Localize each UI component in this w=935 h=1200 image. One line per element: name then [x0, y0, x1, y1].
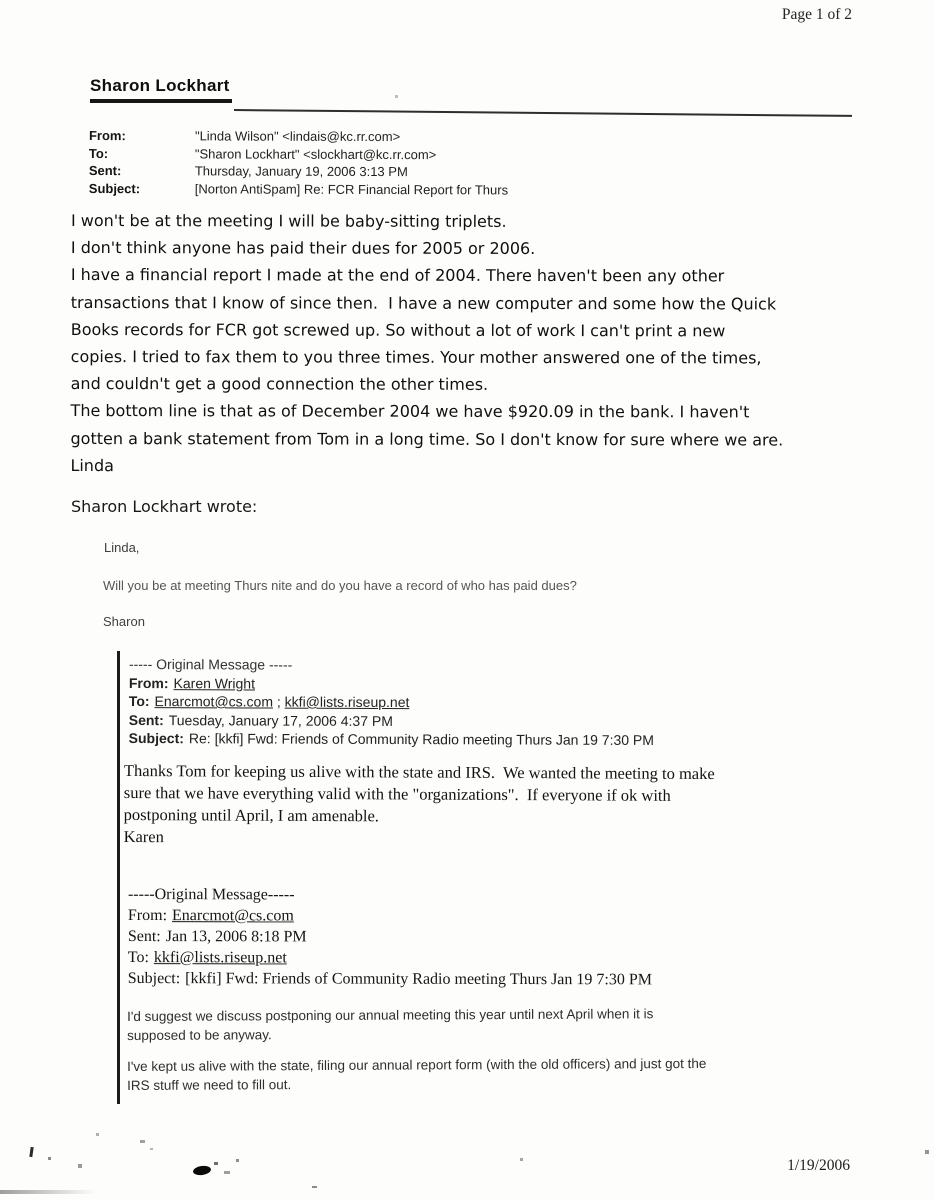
- footer-date: 1/19/2006: [787, 1157, 850, 1174]
- om1-to-row: [129, 692, 654, 713]
- om2-from-row: [128, 905, 652, 927]
- header-value-from: "Linda Wilson" <lindais@kc.rr.com>: [194, 128, 401, 145]
- scan-artifact: [48, 1157, 51, 1160]
- om2-subject-label: Subject:: [127, 969, 181, 988]
- om2-sent-row: [128, 926, 652, 948]
- scan-artifact-streak: [0, 1190, 96, 1194]
- scan-artifact: [224, 1171, 230, 1174]
- scan-artifact: [140, 1140, 145, 1143]
- scan-artifact: [520, 1158, 523, 1161]
- scan-artifact: [214, 1162, 218, 1165]
- quoted-question: Will you be at meeting Thurs nite and do you have a record of who has paid dues?: [103, 578, 577, 593]
- email-body-text: I won't be at the meeting I will be baby-sitting triplets. I don't think anyone has paid their dues for 2005 or 2006. I have a financial report I made at the end of 2004. There haven't been any other transactions that I know of since then. I have a new computer and some how the Quick Books records for FCR got screwed up. So without a lot of work I can't print a new copies. I tried to fax them to you three times. Your mother answered one of the times, and couldn't get a good connection the other times. The bottom line is that as of December 2004 we have $920.09 in the bank. I haven't gotten a bank statement from Tom in a long time. So I don't know for sure where we are. Linda: [70, 210, 784, 475]
- header-label-sent: Sent:: [88, 163, 122, 179]
- om1-to-separator: ;: [272, 693, 285, 710]
- om1-subject-label: Subject:: [128, 729, 184, 747]
- header-row-to: [89, 145, 508, 164]
- karen-message-text: Thanks Tom for keeping us alive with the state and IRS. We wanted the meeting to make sure that we have everything valid with the "organizations". If everyone if ok with postponing until April, I am amenable. Karen: [123, 761, 715, 847]
- om2-subject-row: [128, 968, 652, 990]
- scan-artifact: [312, 1186, 317, 1188]
- om2-subject-value: [kkfi] Fwd: Friends of Community Radio meeting Thurs Jan 19 7:30 PM: [185, 970, 653, 989]
- recipient-name-heading: Sharon Lockhart: [90, 76, 232, 103]
- om1-to-link-1: Enarcmot@cs.com: [154, 693, 274, 710]
- om1-from-row: [129, 673, 654, 694]
- om1-from-link: Karen Wright: [173, 674, 256, 691]
- quote-attribution: Sharon Lockhart wrote:: [71, 497, 258, 516]
- om2-sent-value: Jan 13, 2006 8:18 PM: [165, 928, 307, 946]
- om2-to-link: kkfi@lists.riseup.net: [153, 949, 287, 967]
- scan-artifact: [395, 95, 398, 98]
- om1-to-label: To:: [128, 692, 150, 710]
- om1-sent-row: [129, 710, 654, 731]
- scan-artifact: [78, 1164, 82, 1168]
- scan-artifact: [150, 1148, 153, 1150]
- om1-sent-value: Tuesday, January 17, 2006 4:37 PM: [168, 711, 393, 729]
- om1-from-label: From:: [128, 674, 169, 691]
- om1-separator: ----- Original Message -----: [128, 656, 293, 673]
- header-row-subject: [89, 180, 508, 199]
- header-row-sent: [89, 162, 508, 181]
- quote-bar: [117, 651, 120, 1104]
- header-row-from: [89, 127, 508, 146]
- om1-subject-row: [129, 729, 654, 750]
- header-label-from: From:: [88, 127, 126, 144]
- om2-separator: -----Original Message-----: [127, 886, 295, 904]
- header-label-to: To:: [88, 145, 109, 161]
- header-label-subject: Subject:: [88, 180, 141, 196]
- scan-artifact: [96, 1133, 99, 1136]
- header-value-to: "Sharon Lockhart" <slockhart@kc.rr.com>: [194, 145, 437, 162]
- om2-sent-label: Sent:: [127, 927, 161, 946]
- scan-artifact: [29, 1147, 33, 1157]
- om1-sent-label: Sent:: [128, 711, 164, 728]
- scan-artifact-smudge: [192, 1165, 211, 1176]
- header-value-subject: [Norton AntiSpam] Re: FCR Financial Report for Thurs: [194, 181, 509, 198]
- om1-to-link-2: kkfi@lists.riseup.net: [284, 693, 410, 711]
- om2-from-link: Enarcmot@cs.com: [172, 907, 294, 925]
- scan-artifact: [236, 1159, 239, 1162]
- original-message-2-header: [128, 884, 653, 990]
- quoted-greeting: Linda,: [104, 540, 140, 555]
- om2-to-label: To:: [127, 948, 149, 967]
- om2-to-row: [128, 947, 652, 969]
- om2-from-label: From:: [127, 906, 168, 925]
- email-header-table: [89, 127, 509, 199]
- heading-rule: [234, 109, 852, 117]
- page-number: Page 1 of 2: [781, 6, 852, 23]
- quoted-signature: Sharon: [103, 614, 145, 629]
- scan-artifact: [925, 1150, 929, 1154]
- original-message-1-header: [129, 655, 655, 750]
- om1-subject-value: Re: [kkfi] Fwd: Friends of Community Radio meeting Thurs Jan 19 7:30 PM: [188, 730, 654, 749]
- tom-paragraph-1: I'd suggest we discuss postponing our annual meeting this year until next April when it is supposed to be anyway.: [127, 1006, 654, 1043]
- header-value-sent: Thursday, January 19, 2006 3:13 PM: [194, 163, 408, 180]
- tom-paragraph-2: I've kept us alive with the state, filing our annual report form (with the old officers) and just got the IRS stuff we need to fill out.: [127, 1055, 707, 1093]
